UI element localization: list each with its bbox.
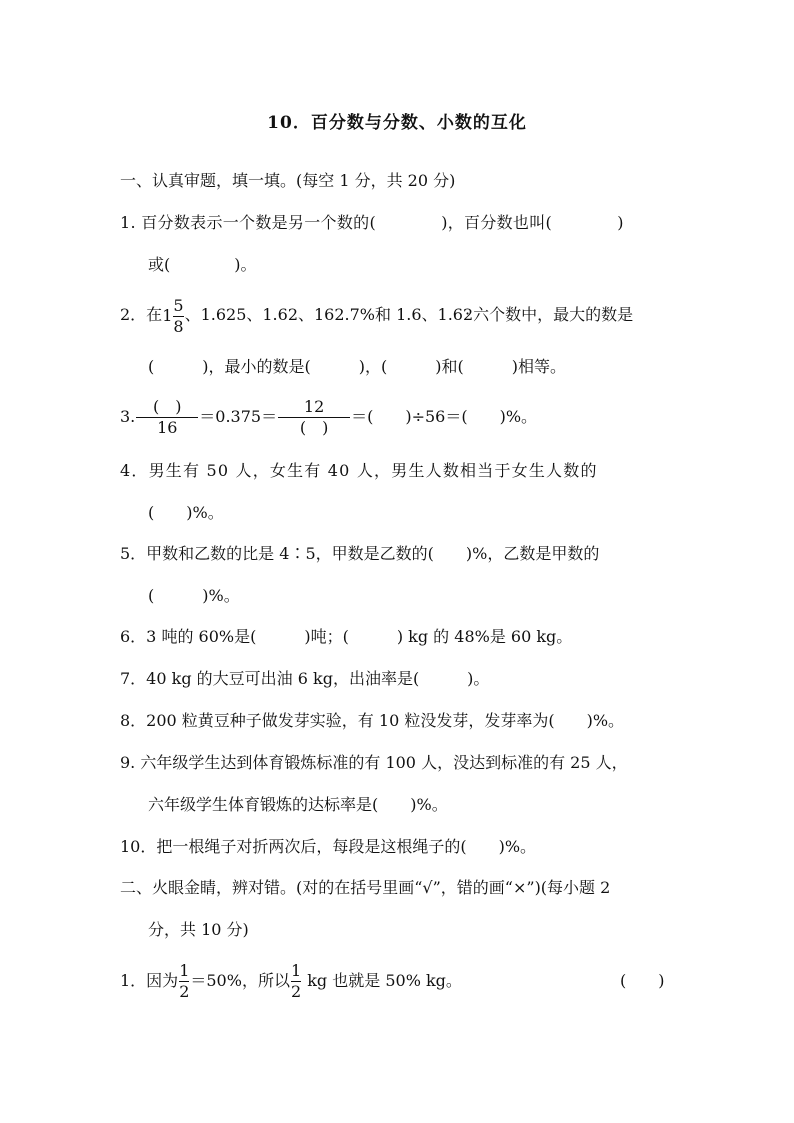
q2-mid: 、1.625、1.62、162.7%和 1.6、1.6 — [184, 305, 463, 324]
question-9-line2: 六年级学生体育锻炼的达标率是( )%。 — [148, 795, 448, 814]
true-false-1 — [120, 960, 462, 1002]
tf1-frac1-denominator: 2 — [179, 982, 190, 1001]
q3-eq1: ＝0.375＝ — [199, 407, 278, 426]
q2-numerator: 5 — [173, 295, 184, 315]
question-10: 10．把一根绳子对折两次后，每段是这根绳子的( )%。 — [120, 837, 537, 856]
question-8: 8．200 粒黄豆种子做发芽实验，有 10 粒没发芽，发芽率为( )%。 — [120, 711, 625, 730]
question-9-line1: 9. 六年级学生达到体育锻炼标准的有 100 人，没达到标准的有 25 人， — [120, 753, 628, 772]
tf1-mid: ＝50%，所以 — [190, 971, 290, 990]
question-2-line2: ( )，最小的数是( )，( )和( )相等。 — [148, 357, 566, 376]
tf1-fraction-2 — [291, 961, 301, 1002]
question-7: 7．40 kg 的大豆可出油 6 kg，出油率是( )。 — [120, 669, 490, 688]
tf1-frac2-denominator: 2 — [290, 982, 302, 1001]
tf1-prefix: 1．因为 — [120, 971, 179, 990]
section2-heading-line1: 二、火眼金睛，辨对错。(对的在括号里画“√”，错的画“×”)(每小题 2 — [120, 878, 611, 897]
q3-rest: ＝( )÷56＝( )%。 — [351, 407, 538, 426]
q2-prefix: 2．在 — [120, 305, 163, 324]
question-1-line1: 1. 百分数表示一个数是另一个数的( )，百分数也叫( ) — [120, 213, 624, 232]
tf1-frac2-numerator: 1 — [290, 961, 302, 980]
question-1-line2: 或( )。 — [148, 255, 257, 274]
q2-fraction — [173, 296, 183, 337]
section2-heading-line2: 分，共 10 分) — [148, 920, 249, 939]
question-6: 6．3 吨的 60%是( )吨；( ) kg 的 48%是 60 kg。 — [120, 627, 573, 646]
question-5-line1: 5．甲数和乙数的比是 4∶5，甲数是乙数的( )%，乙数是甲数的 — [120, 544, 600, 563]
q3-fraction-1 — [136, 397, 198, 438]
question-5-line2: ( )%。 — [148, 586, 240, 605]
q3-frac2-numerator: 12 — [303, 397, 325, 416]
q3-fraction-2 — [278, 397, 350, 438]
page-title: 10．百分数与分数、小数的互化 — [267, 113, 527, 133]
q2-denominator: 8 — [173, 316, 184, 336]
tf1-suffix: kg 也就是 50% kg。 — [302, 971, 462, 990]
tf1-frac1-numerator: 1 — [179, 961, 190, 980]
question-4-line2: ( )%。 — [148, 503, 224, 522]
q3-frac2-denominator: ( ) — [278, 417, 350, 438]
q3-frac1-numerator: ( ) — [153, 397, 182, 416]
q3-prefix: 3. — [120, 407, 136, 426]
q3-frac1-denominator: 16 — [136, 417, 198, 438]
q2-repeating-digit: · 2 — [463, 305, 473, 324]
tf1-answer-bracket[interactable]: ( ) — [620, 971, 665, 990]
question-3 — [120, 396, 537, 438]
q2-suffix: 六个数中，最大的数是 — [473, 305, 634, 324]
question-2-line1 — [120, 294, 633, 337]
q2-mixed-number — [162, 295, 184, 337]
section1-heading: 一、认真审题，填一填。(每空 1 分，共 20 分) — [120, 171, 456, 190]
question-4-line1: 4．男生有 50 人，女生有 40 人，男生人数相当于女生人数的 — [120, 461, 598, 480]
tf1-fraction-1 — [179, 961, 189, 1002]
q2-whole: 1 — [162, 305, 173, 325]
